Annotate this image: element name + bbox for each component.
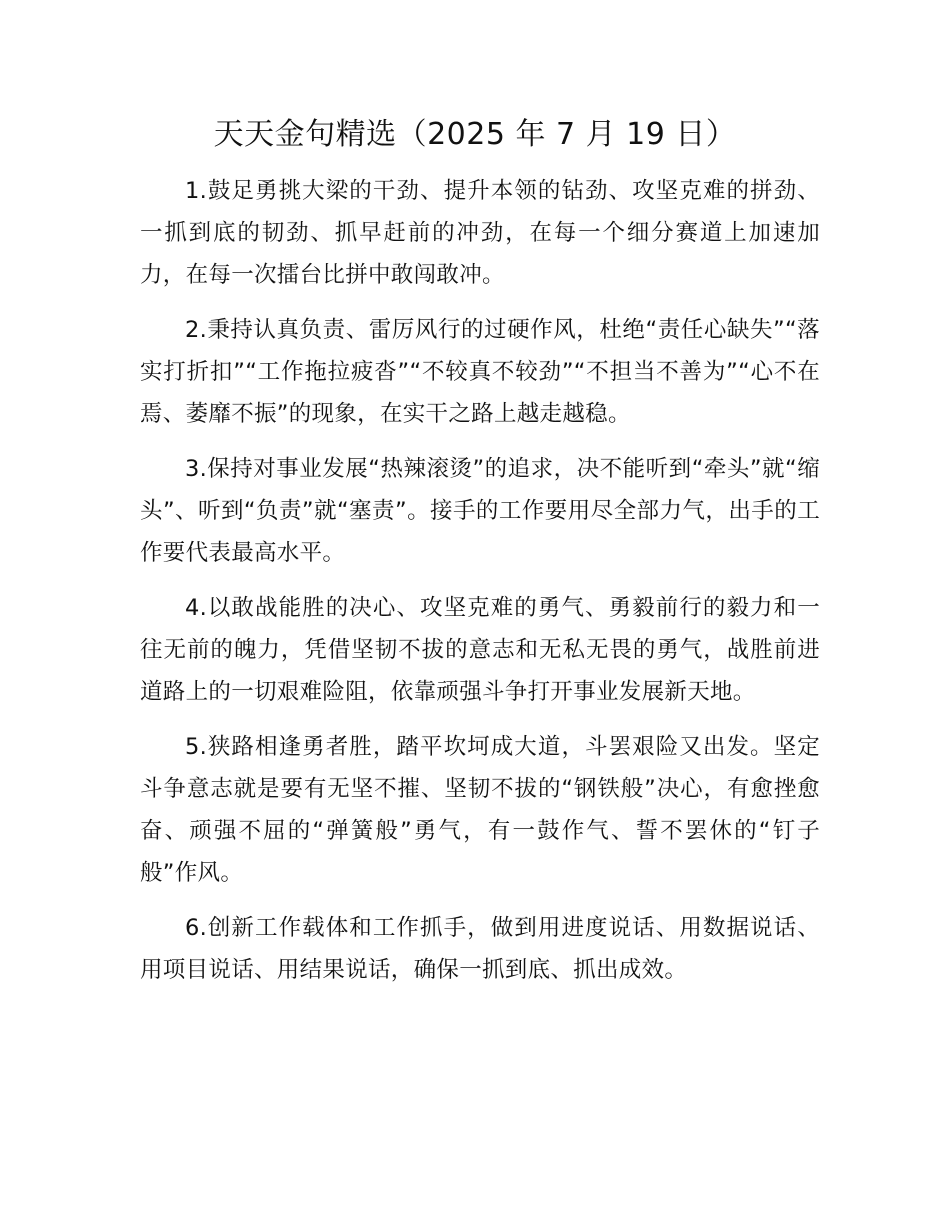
document-body: [140, 170, 820, 1004]
paragraph-6: 6.创新工作载体和工作抓手，做到用进度说话、用数据说话、用项目说话、用结果说话，确保一抓到底、抓出成效。: [140, 915, 820, 983]
paragraph-5: 5.狭路相逢勇者胜，踏平坎坷成大道，斗罢艰险又出发。坚定斗争意志就是要有无坚不摧、坚韧不拔的“钢铁般”决心，有愈挫愈奋、顽强不屈的“弹簧般”勇气，有一鼓作气、誓不罢休的“钉子般”作风。: [140, 734, 820, 886]
paragraph-2: 2.秉持认真负责、雷厉风行的过硬作风，杜绝“责任心缺失”“落实打折扣”“工作拖拉疲沓”“不较真不较劲”“不担当不善为”“心不在焉、萎靡不振”的现象，在实干之路上越走越稳。: [140, 317, 820, 427]
paragraph-1: 1.鼓足勇挑大梁的干劲、提升本领的钻劲、攻坚克难的拼劲、一抓到底的韧劲、抓早赶前的冲劲，在每一个细分赛道上加速加力，在每一次擂台比拼中敢闯敢冲。: [140, 178, 820, 288]
paragraph-4: 4.以敢战能胜的决心、攻坚克难的勇气、勇毅前行的毅力和一往无前的魄力，凭借坚韧不拔的意志和无私无畏的勇气，战胜前进道路上的一切艰难险阻，依靠顽强斗争打开事业发展新天地。: [140, 595, 820, 705]
page-title: 天天金句精选（2025 年 7 月 19 日）: [213, 117, 737, 152]
paragraph-3: 3.保持对事业发展“热辣滚烫”的追求，决不能听到“牵头”就“缩头”、听到“负责”就“塞责”。接手的工作要用尽全部力气，出手的工作要代表最高水平。: [140, 456, 820, 566]
